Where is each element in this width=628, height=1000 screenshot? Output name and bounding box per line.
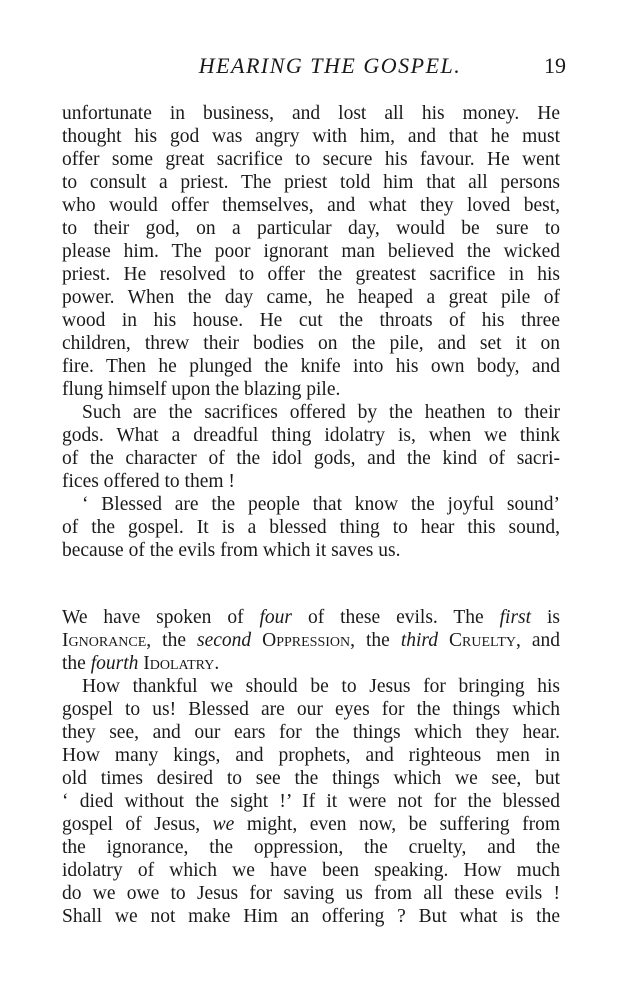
text-run-smallcaps: Idolatry (138, 653, 215, 674)
text-run: the (62, 653, 91, 674)
text-line: to consult a priest. The priest told him that all persons (62, 172, 560, 193)
text-line: thought his god was angry with him, and that he must (62, 126, 560, 147)
text-run-smallcaps: Ignorance (62, 630, 147, 651)
text-line: of the character of the idol gods, and the kind of sacri- (62, 448, 560, 469)
text-line: the ignorance, the oppression, the cruelty, and the (62, 837, 560, 858)
text-line: fire. Then he plunged the knife into his own body, and (62, 356, 560, 377)
text-line: How many kings, and prophets, and righteous men in (62, 745, 560, 766)
text-run: . (214, 653, 220, 674)
text-line: priest. He resolved to offer the greatest sacrifice in his (62, 264, 560, 285)
text-run-smallcaps: Oppression (251, 630, 351, 651)
text-line: power. When the day came, he heaped a great pile of (62, 287, 560, 308)
text-run: , the (350, 630, 401, 651)
running-title: HEARING THE GOSPEL. (198, 53, 462, 78)
text-line: because of the evils from which it saves us. (62, 540, 401, 561)
section-break (62, 562, 560, 606)
text-run: is (531, 607, 560, 628)
text-line (62, 813, 560, 836)
text-line: ‘ Blessed are the people that know the joyful sound’ (82, 494, 560, 515)
text-line: flung himself upon the blazing pile. (62, 379, 341, 400)
body-text (62, 102, 560, 928)
paragraph (62, 675, 560, 928)
text-run-italic: four (259, 607, 293, 628)
text-line: fices offered to them ! (62, 471, 235, 492)
text-line: How thankful we should be to Jesus for bringing his (82, 676, 560, 697)
text-run-italic: fourth (90, 653, 139, 674)
text-line (62, 652, 560, 675)
text-line: to their god, on a particular day, would be sure to (62, 218, 560, 239)
text-line: wood in his house. He cut the throats of his three (62, 310, 560, 331)
text-line: unfortunate in business, and lost all his money. He (62, 103, 560, 124)
text-line: who would offer themselves, and what they loved best, (62, 195, 560, 216)
paragraph (62, 401, 560, 493)
text-run: of these evils. The (292, 607, 500, 628)
text-run-italic: we (212, 814, 235, 835)
text-line: gods. What a dreadful thing idolatry is, when we think (62, 425, 560, 446)
page-number: 19 (544, 53, 566, 78)
text-line (62, 606, 560, 629)
running-head (62, 53, 566, 83)
text-run-italic: second (196, 630, 252, 651)
text-line: they see, and our ears for the things which they hear. (62, 722, 560, 743)
text-run-smallcaps: Cruelty (438, 630, 516, 651)
text-line: please him. The poor ignorant man believed the wicked (62, 241, 560, 262)
paragraph (62, 606, 560, 675)
text-line (62, 629, 560, 652)
text-line: Shall we not make Him an offering ? But what is the (62, 906, 560, 927)
text-run: might, even now, be suffering from (234, 814, 561, 835)
text-line: old times desired to see the things which we see, but (62, 768, 560, 789)
text-line: children, threw their bodies on the pile, and set it on (62, 333, 560, 354)
text-run-italic: third (400, 630, 439, 651)
text-run: gospel of Jesus, (62, 814, 213, 835)
text-run-italic: first (499, 607, 532, 628)
text-line: do we owe to Jesus for saving us from all these evils ! (62, 883, 560, 904)
paragraph (62, 102, 560, 401)
text-run: , the (146, 630, 197, 651)
text-line: gospel to us! Blessed are our eyes for the things which (62, 699, 560, 720)
text-line: offer some great sacrifice to secure his favour. He went (62, 149, 560, 170)
text-line: ‘ died without the sight !’ If it were not for the blessed (62, 791, 560, 812)
text-run: , and (515, 630, 561, 651)
paragraph (62, 493, 560, 562)
text-line: of the gospel. It is a blessed thing to hear this sound, (62, 517, 560, 538)
text-run: We have spoken of (62, 607, 260, 628)
text-line: idolatry of which we have been speaking. How much (62, 860, 560, 881)
text-line: Such are the sacrifices offered by the heathen to their (82, 402, 560, 423)
